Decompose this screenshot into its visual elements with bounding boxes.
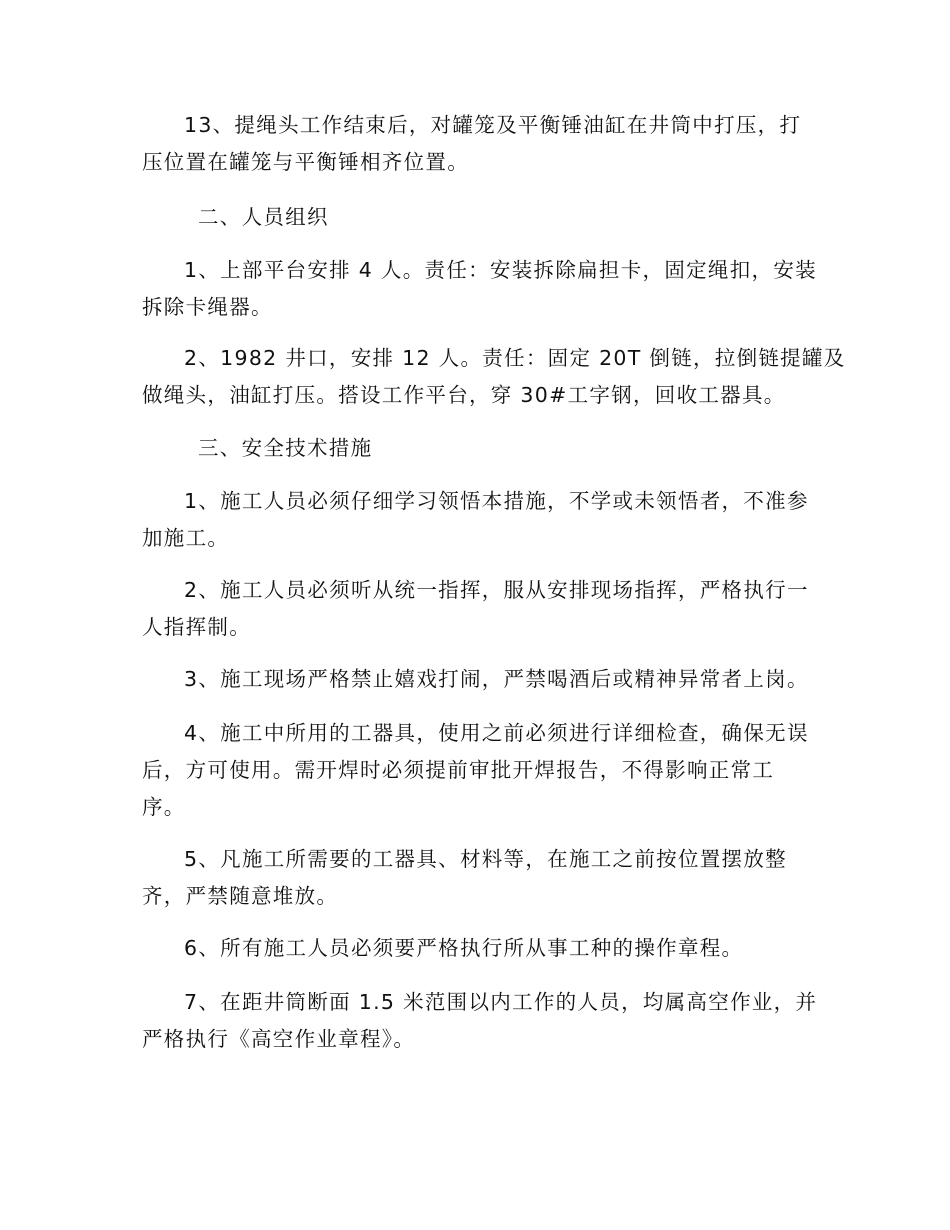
paragraph-line: 加施工。 bbox=[142, 526, 230, 550]
paragraph-line: 人指挥制。 bbox=[142, 615, 251, 639]
paragraph-personnel-1 bbox=[142, 252, 817, 326]
paragraph-safety-5 bbox=[142, 841, 810, 915]
section-heading-personnel bbox=[142, 199, 810, 236]
paragraph-safety-4 bbox=[142, 715, 810, 826]
paragraph-safety-3 bbox=[142, 661, 810, 698]
paragraph-safety-7 bbox=[142, 984, 818, 1058]
section-heading-text: 二、人员组织 bbox=[198, 205, 329, 229]
paragraph-line: 1、上部平台安排 4 人。责任：安装拆除扁担卡，固定绳扣，安装 bbox=[184, 258, 817, 282]
paragraph-line: 2、1982 井口，安排 12 人。责任：固定 20T 倒链，拉倒链提罐及 bbox=[184, 346, 846, 370]
paragraph-line: 2、施工人员必须听从统一指挥，服从安排现场指挥，严格执行一 bbox=[184, 578, 809, 602]
paragraph-safety-2 bbox=[142, 572, 810, 646]
paragraph-line: 13、提绳头工作结束后，对罐笼及平衡锤油缸在井筒中打压，打 bbox=[184, 113, 802, 137]
paragraph-line: 4、施工中所用的工器具，使用之前必须进行详细检查，确保无误 bbox=[184, 721, 809, 745]
paragraph-line: 7、在距井筒断面 1.5 米范围以内工作的人员，均属高空作业，并 bbox=[184, 990, 818, 1014]
paragraph-line: 5、凡施工所需要的工器具、材料等，在施工之前按位置摆放整 bbox=[184, 847, 787, 871]
section-heading-text: 三、安全技术措施 bbox=[198, 436, 373, 460]
paragraph-line: 压位置在罐笼与平衡锤相齐位置。 bbox=[142, 150, 469, 174]
paragraph-line: 6、所有施工人员必须要严格执行所从事工种的操作章程。 bbox=[184, 936, 744, 960]
paragraph-line: 序。 bbox=[142, 795, 186, 819]
paragraph-line: 3、施工现场严格禁止嬉戏打闹，严禁喝酒后或精神异常者上岗。 bbox=[184, 667, 809, 691]
paragraph-line: 1、施工人员必须仔细学习领悟本措施，不学或未领悟者，不准参 bbox=[184, 489, 809, 513]
section-heading-safety bbox=[142, 430, 810, 467]
paragraph-line: 拆除卡绳器。 bbox=[142, 295, 273, 319]
paragraph-line: 做绳头，油缸打压。搭设工作平台，穿 30#工字钢，回收工器具。 bbox=[142, 383, 786, 407]
paragraph-13 bbox=[142, 107, 810, 181]
paragraph-safety-1 bbox=[142, 483, 810, 557]
paragraph-personnel-2 bbox=[142, 340, 846, 414]
paragraph-line: 严格执行《高空作业章程》。 bbox=[142, 1027, 416, 1051]
paragraph-line: 后，方可使用。需开焊时必须提前审批开焊报告，不得影响正常工 bbox=[142, 758, 775, 782]
paragraph-safety-6 bbox=[142, 930, 810, 967]
paragraph-line: 齐，严禁随意堆放。 bbox=[142, 884, 339, 908]
